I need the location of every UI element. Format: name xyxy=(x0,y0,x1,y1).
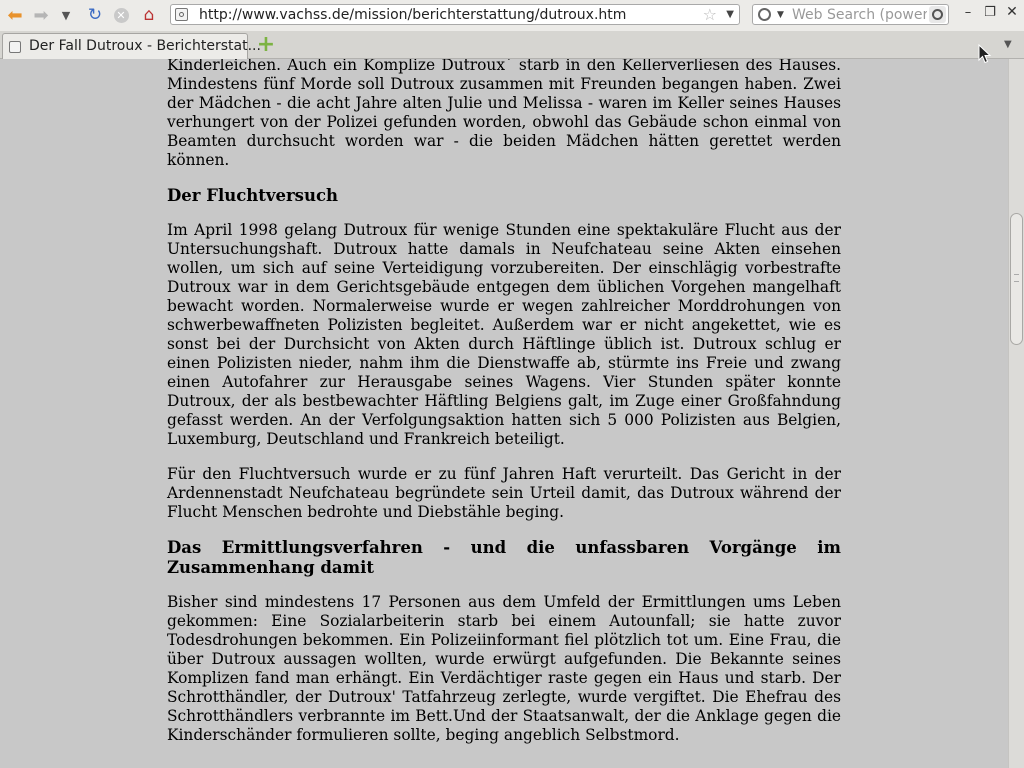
search-engine-selector[interactable] xyxy=(755,5,789,24)
vertical-scrollbar[interactable] xyxy=(1008,59,1024,768)
section-heading: Der Fluchtversuch xyxy=(167,186,338,205)
url-history-dropdown-icon[interactable]: ▼ xyxy=(726,9,734,20)
url-bar[interactable] xyxy=(170,4,740,25)
tab-dutroux[interactable] xyxy=(2,33,261,59)
maximize-window-button[interactable]: ❐ xyxy=(984,4,996,20)
search-icon xyxy=(932,9,943,20)
bookmark-star-icon[interactable]: ☆ xyxy=(702,5,717,24)
history-dropdown-icon[interactable]: ▼ xyxy=(61,8,71,22)
chevron-down-icon: ▼ xyxy=(777,9,784,20)
search-input[interactable] xyxy=(792,6,927,23)
back-arrow-icon[interactable]: ⬅ xyxy=(7,4,23,26)
page-content xyxy=(0,59,1008,768)
minimize-window-button[interactable]: – xyxy=(964,4,972,20)
tab-bar xyxy=(0,31,1024,59)
new-tab-button[interactable]: + xyxy=(256,32,276,57)
forward-arrow-icon[interactable]: ➡ xyxy=(33,4,49,26)
article xyxy=(167,59,841,761)
site-identity-icon[interactable] xyxy=(175,8,188,21)
stop-icon[interactable]: ✕ xyxy=(110,4,132,26)
reload-icon[interactable]: ↻ xyxy=(87,5,103,25)
magnifier-icon xyxy=(758,8,771,21)
paragraph: Kinderleichen. Auch ein Komplize Dutroux` starb in den Kellerverliesen des Hauses. Mindestens fünf Morde soll Dutroux zusammen mit Freunden begangen haben. Zwei der Mädchen - die acht Jahre alten Julie und Melissa - waren im Keller seines Hauses verhungert von der Polizei gefunden worden, obwohl das Gebäude schon einmal von Beamten durchsucht worden war - die beiden Mädchen hätten gerettet werden können. xyxy=(167,59,841,169)
home-icon[interactable]: ⌂ xyxy=(143,5,155,25)
page-favicon-icon xyxy=(9,41,21,53)
tab-list-dropdown-icon[interactable]: ▼ xyxy=(1004,39,1012,50)
close-window-button[interactable]: ✕ xyxy=(1006,4,1018,20)
navigation-toolbar xyxy=(0,0,1024,31)
paragraph: Im April 1998 gelang Dutroux für wenige Stunden eine spektakuläre Flucht aus der Untersuchungshaft. Dutroux hatte damals in Neufchateau seine Akten einsehen wollen, um sich auf seine Verteidigung vorzubereiten. Der einschlägig vorbestrafte Dutroux war in dem Gerichtsgebäude entgegen dem üblichen Vorgehen mangelhaft bewacht worden. Normalerweise wurde er wegen zahlreicher Morddrohungen von schwerbewaffneten Polizisten begleitet. Außerdem war er nicht angekettet, wie es sonst bei der Durchsicht von Akten durch Häftlinge üblich ist. Dutroux schlug er einen Polizisten nieder, nahm ihm die Dienstwaffe ab, stürmte ins Freie und zwang einen Autofahrer zur Herausgabe seines Wagens. Vier Stunden später konnte Dutroux, der als bestbewachter Häftling Belgiens galt, im Zuge einer Großfahndung gefasst werden. An der Verfolgungsaktion hatten sich 5 000 Polizisten aus Belgien, Luxemburg, Deutschland und Frankreich beteiligt. xyxy=(167,221,841,448)
mouse-cursor-icon xyxy=(978,44,992,64)
search-go-button[interactable] xyxy=(929,6,946,23)
section-heading: Das Ermittlungsverfahren - und die unfassbaren Vorgänge im Zusammenhang damit xyxy=(167,538,841,577)
paragraph: Bisher sind mindestens 17 Personen aus dem Umfeld der Ermittlungen ums Leben gekommen: Eine Sozialarbeiterin starb bei einem Autounfall; sie hatte zuvor Todesdrohungen bekommen. Ein Polizeiinformant fiel plötzlich tot um. Eine Frau, die über Dutroux aussagen wollten, wurde erwürgt aufgefunden. Die Bekannte seines Komplizen fand man erhängt. Ein Verdächtiger raste gegen ein Haus und starb. Der Schrotthändler, der Dutroux' Tatfahrzeug zerlegte, wurde vergiftet. Die Ehefrau des Schrotthändlers verbrannte im Bett.Und der Staatsanwalt, der die Anklage gegen die Kinderschänder formulieren sollte, beging angeblich Selbstmord. xyxy=(167,593,841,744)
tab-title: Der Fall Dutroux - Berichterstat... xyxy=(29,38,261,54)
scrollbar-thumb[interactable] xyxy=(1010,213,1023,345)
search-bar[interactable] xyxy=(752,4,949,25)
paragraph: Für den Fluchtversuch wurde er zu fünf Jahren Haft verurteilt. Das Gericht in der Ardennenstadt Neufchateau begründete sein Urteil damit, das Dutroux während der Flucht Menschen bedrohte und Diebstähle beging. xyxy=(167,465,841,521)
url-text[interactable]: http://www.vachss.de/mission/berichterstattung/dutroux.htm xyxy=(199,7,627,23)
